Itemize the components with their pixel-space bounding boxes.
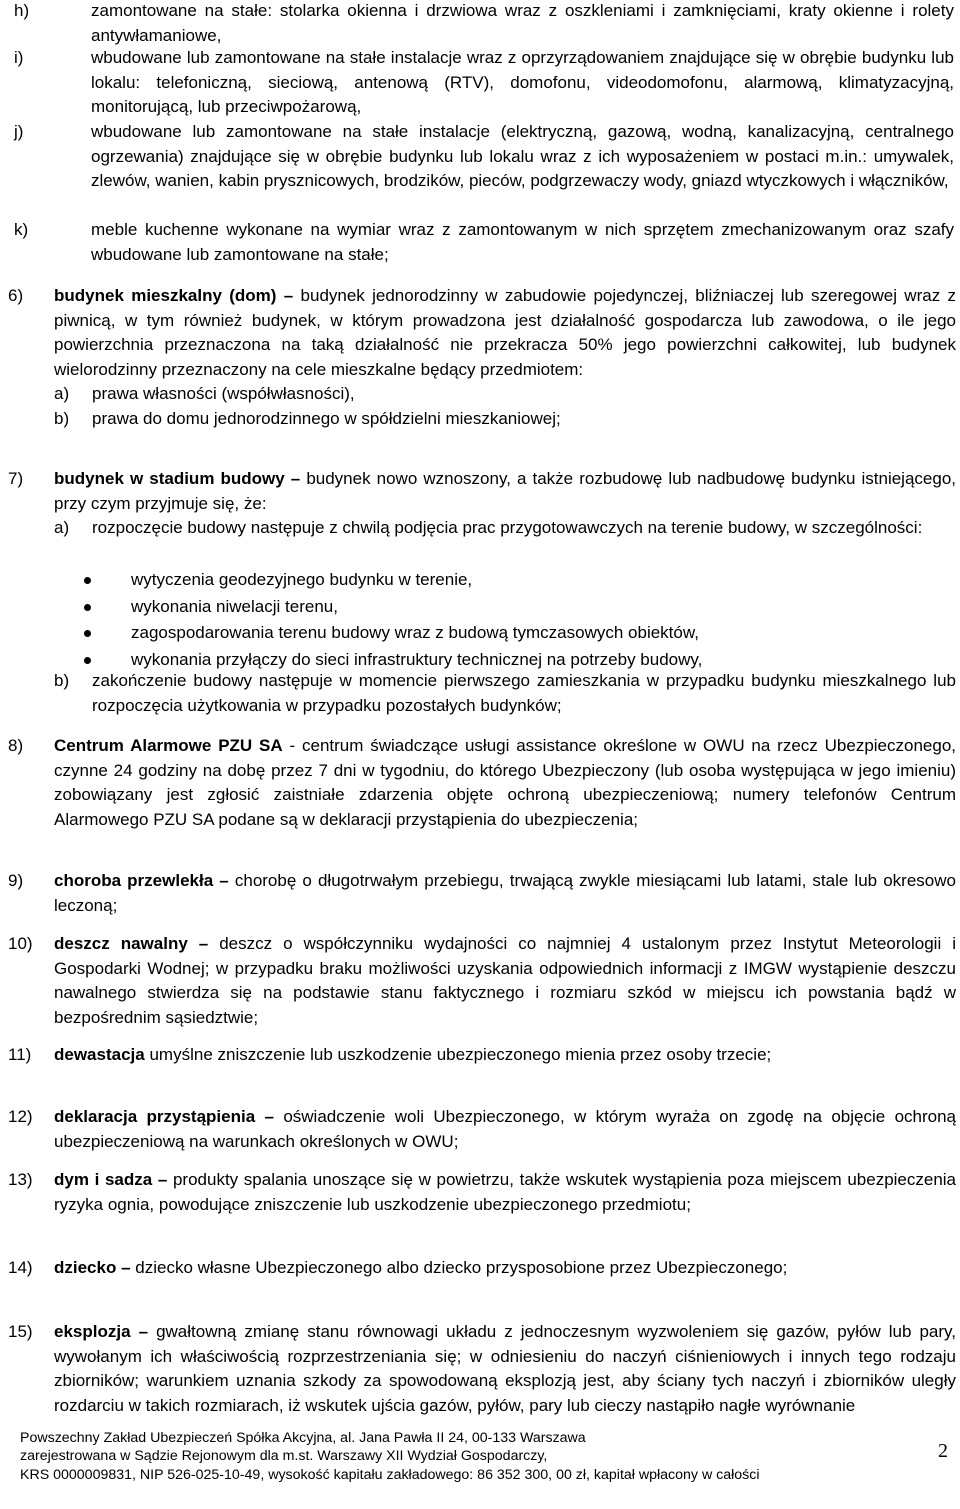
definition-term: dziecko <box>54 1258 117 1277</box>
definition-15 <box>8 1320 956 1418</box>
definition-7 <box>8 467 956 541</box>
list-text: prawa własności (współwłasności), <box>92 384 355 403</box>
bullet-icon <box>84 630 91 637</box>
definition-dash: – <box>130 1322 157 1341</box>
sub-item-label: i) <box>14 48 24 67</box>
definition-term: eksplozja <box>54 1322 131 1341</box>
definition-text: chorobę o długotrwałym przebiegu, trwającą zwykle miesiącami lub latami, stale lub okresowo leczoną; <box>54 871 956 915</box>
sub-item-text: wbudowane lub zamontowane na stałe instalacje wraz z oprzyrządowaniem znajdujące się w obrębie budynku lub lokalu: telefoniczną, sieciową, antenową (RTV), domofonu, videodomofonu, alarmową, klimatyzacyjną, monitorującą, lub przeciwpożarową, <box>91 48 954 116</box>
definition-number: 14) <box>8 1258 33 1277</box>
list-label: a) <box>54 518 70 537</box>
bullet-icon <box>84 604 91 611</box>
definition-dash: – <box>152 1170 173 1189</box>
sub-item-k <box>14 218 954 267</box>
bullet-text: wytyczenia geodezyjnego budynku w terenie, <box>131 570 473 589</box>
page-footer <box>20 1429 940 1484</box>
sub-item-h <box>14 0 954 48</box>
definition-9 <box>8 869 956 918</box>
definition-dash: – <box>116 1258 136 1277</box>
list-text: prawa do domu jednorodzinnego w spółdzielni mieszkaniowej; <box>92 408 561 428</box>
definition-text: dziecko własne Ubezpieczonego albo dziecko przysposobione przez Ubezpieczonego; <box>135 1258 788 1277</box>
sub-item-j <box>14 120 954 194</box>
definition-term: choroba przewlekła <box>54 871 214 890</box>
sub-item-label: h) <box>14 1 30 20</box>
definition-number: 10) <box>8 934 33 953</box>
definition-term: budynek mieszkalny (dom) <box>54 286 277 305</box>
definition-term: deszcz nawalny <box>54 934 188 953</box>
sub-item-text: meble kuchenne wykonane na wymiar wraz z zamontowanym w nich sprzętem zmechanizowanym oraz szafy wbudowane lub zamontowane na stałe; <box>91 220 954 264</box>
definition-text: gwałtowną zmianę stanu równowagi układu z jednoczesnym wyzwoleniem się gazów, pyłów lub pary, wywołanym ich właściwością rozprzestrzeniania się; w odniesieniu do naczyń ciśnieniowych i innych tego rodzaju zbiorników; warunkiem uznania szkody za spowodowaną eksplozją jest, aby ściany tych naczyń i zbiorników uległy rozdarciu w takich rozmiarach, iż wskutek ujścia gazów, pyłów, pary lub cieczy nastąpiło nagłe wyrównanie <box>54 1322 957 1415</box>
list-item <box>54 669 956 718</box>
footer-krs: KRS 0000009831, NIP 526-025-10-49, wysokość kapitału zakładowego: 86 352 300, 00 zł, kapitał wpłacony w całości <box>20 1466 760 1483</box>
sub-item-text: wbudowane lub zamontowane na stałe instalacje (elektryczną, gazową, wodną, kanalizacyjną, centralnego ogrzewania) znajdujące się w obrębie budynku lub lokalu wraz z ich wyposażeniem w postaci m.in.: umywalek, zlewów, wanien, kabin prysznicowych, brodzików, pieców, podgrzewaczy wody, gniazd wtyczkowych i włączników, <box>91 122 954 190</box>
bullet-item <box>54 568 954 595</box>
sub-item-label: j) <box>14 122 24 141</box>
page-number: 2 <box>938 1440 948 1462</box>
definition-text: produkty spalania unoszące się w powietrzu, także wskutek wystąpienia poza miejscem ubezpieczenia ryzyka ognia, powodujące zniszczenie lub uszkodzenie ubezpieczonego przedmiotu; <box>54 1170 957 1214</box>
definition-12 <box>8 1105 956 1154</box>
definition-text: budynek jednorodzinny w zabudowie pojedynczej, bliźniaczej lub szeregowej wraz z piwnicą, w tym również budynek, w którym prowadzona jest działalność gospodarcza lub zawodowa, o ile jego powierzchnia przeznaczona na taką działalność nie przekracza 50% jego powierzchni całkowitej, lub budynek wielorodzinny przeznaczony na cele mieszkalne będący przedmiotem: <box>54 286 956 379</box>
definition-dash: – <box>255 1107 284 1126</box>
definition-11 <box>8 1043 956 1068</box>
definition-term: dewastacja <box>54 1045 145 1064</box>
sub-item-label: k) <box>14 220 29 239</box>
list-item <box>54 382 956 407</box>
bullet-list <box>54 568 954 674</box>
definition-number: 13) <box>8 1170 33 1189</box>
definition-text: budynek nowo wznoszony, a także rozbudowę lub nadbudowę budynku istniejącego, przy czym przyjmuje się, że: <box>54 469 957 513</box>
definition-term: deklaracja przystąpienia <box>54 1107 256 1126</box>
list-label: a) <box>54 384 70 403</box>
definition-13 <box>8 1168 956 1217</box>
definition-14 <box>8 1256 956 1281</box>
definition-number: 8) <box>8 736 24 755</box>
list-text: zakończenie budowy następuje w momencie pierwszego zamieszkania w przypadku budynku mieszkalnego lub rozpoczęcia użytkowania w przypadku pozostałych budynków; <box>92 671 956 715</box>
definition-dash: – <box>276 286 301 305</box>
definition-dash: - <box>282 736 302 755</box>
definition-text: umyślne zniszczenie lub uszkodzenie ubezpieczonego mienia przez osoby trzecie; <box>149 1045 772 1064</box>
bullet-icon <box>84 577 91 584</box>
list-item <box>54 516 956 541</box>
list-label: b) <box>54 671 70 690</box>
sub-item-i <box>14 46 954 120</box>
definition-number: 9) <box>8 871 24 890</box>
definition-10 <box>8 932 956 1030</box>
footer-company: Powszechny Zakład Ubezpieczeń Spółka Akcyjna, al. Jana Pawła II 24, 00-133 Warszawa <box>20 1430 586 1446</box>
definition-text: centrum świadczące usługi assistance określone w OWU na rzecz Ubezpieczonego, czynne 24 godziny na dobę przez 7 dni w tygodniu, do którego Ubezpieczony (lub osoba występująca w jego imieniu) zobowiązany jest zgłosić zaistniałe zdarzenia objęte ochroną ubezpieczeniową; numery telefonów Centrum Alarmowego PZU SA podane są w deklaracji przystąpienia do ubezpieczenia; <box>54 736 957 829</box>
definition-text: deszcz o współczynniku wydajności co najmniej 4 ustalonym przez Instytut Meteorologii i Gospodarki Wodnej; w przypadku braku możliwości uzyskania odpowiednich informacji z IMGW wystąpienie deszczu nawalnego stwierdza się na podstawie stanu faktycznego i rozmiaru szkód w miejscu ich powstania bądź w bezpośrednim sąsiedztwie; <box>54 934 956 1027</box>
definition-7-b <box>54 669 956 718</box>
definition-number: 12) <box>8 1107 33 1126</box>
definition-number: 11) <box>8 1045 32 1064</box>
bullet-text: zagospodarowania terenu budowy wraz z budową tymczasowych obiektów, <box>131 623 699 642</box>
list-label: b) <box>54 408 70 428</box>
bullet-text: wykonania przyłączy do sieci infrastruktury technicznej na potrzeby budowy, <box>131 649 703 669</box>
definition-dash: – <box>187 934 220 953</box>
list-text: rozpoczęcie budowy następuje z chwilą podjęcia prac przygotowawczych na terenie budowy, w szczególności: <box>92 518 923 537</box>
bullet-item <box>54 621 954 648</box>
bullet-text: wykonania niwelacji terenu, <box>131 596 338 616</box>
definition-number: 15) <box>8 1322 33 1341</box>
definition-term: budynek w stadium budowy <box>54 469 285 488</box>
definition-text: oświadczenie woli Ubezpieczonego, w którym wyraża on zgodę na objęcie ochroną ubezpieczeniową na warunkach określonych w OWU; <box>54 1107 957 1151</box>
definition-dash: – <box>284 469 307 488</box>
bullet-item <box>54 595 954 622</box>
definition-dash: – <box>213 871 235 890</box>
definition-term: dym i sadza <box>54 1170 153 1189</box>
definition-6 <box>8 284 956 431</box>
definition-8 <box>8 734 956 832</box>
sub-item-text: zamontowane na stałe: stolarka okienna i drzwiowa wraz z oszkleniami i zamknięciami, kraty okienne i rolety antywłamaniowe, <box>91 1 954 45</box>
definition-term: Centrum Alarmowe PZU SA <box>54 736 283 755</box>
definition-number: 6) <box>8 286 24 305</box>
list-item <box>54 407 956 432</box>
bullet-icon <box>84 657 91 664</box>
footer-registration: zarejestrowana w Sądzie Rejonowym dla m.st. Warszawy XII Wydział Gospodarczy, <box>20 1448 548 1465</box>
definition-number: 7) <box>8 469 24 488</box>
